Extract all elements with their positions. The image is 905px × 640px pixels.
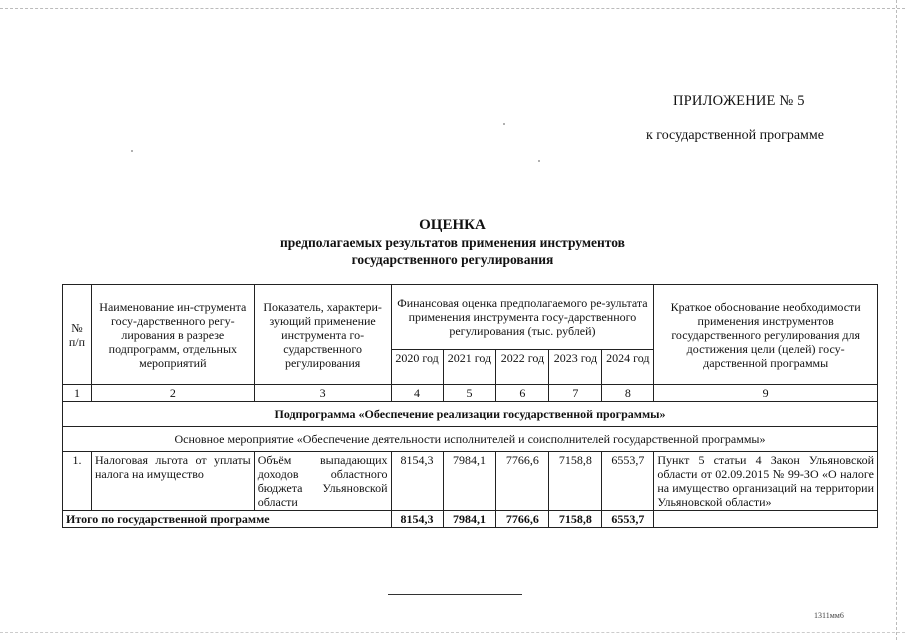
column-number: 3 <box>254 385 391 402</box>
title-line-2: государственного регулирования <box>351 252 554 267</box>
total-justification-empty <box>654 511 878 528</box>
footer-divider <box>388 594 522 595</box>
header-year: 2023 год <box>549 350 602 385</box>
scan-speck <box>538 160 540 162</box>
column-number: 7 <box>549 385 602 402</box>
column-number: 9 <box>654 385 878 402</box>
column-number: 2 <box>91 385 254 402</box>
total-row <box>63 511 878 528</box>
header-year: 2020 год <box>391 350 443 385</box>
row-value-2020: 8154,3 <box>391 452 443 511</box>
scan-edge-top <box>0 8 905 10</box>
title-main: ОЦЕНКА <box>419 217 486 233</box>
header-year: 2024 год <box>602 350 654 385</box>
row-value-2021: 7984,1 <box>443 452 496 511</box>
row-value-2022: 7766,6 <box>496 452 549 511</box>
document-stamp: 1311мм6 <box>814 611 844 620</box>
header-justification: Краткое обоснование необходимости применения инструментов государственного регулирования для достижения цели (целей) госу-дарственной программы <box>654 285 878 385</box>
row-instrument-name: Налоговая льгота от уплаты налога на имущество <box>91 452 254 511</box>
header-finance: Финансовая оценка предполагаемого ре-зультата применения инструмента госу-дарственного регулирования (тыс. рублей) <box>391 285 654 350</box>
total-label: Итого по государственной программе <box>63 511 392 528</box>
subprogram-row <box>63 402 878 427</box>
table-row <box>63 452 878 511</box>
total-value-2023: 7158,8 <box>549 511 602 528</box>
total-value-2022: 7766,6 <box>496 511 549 528</box>
total-value-2024: 6553,7 <box>602 511 654 528</box>
header-name: Наименование ин-струмента госу-дарственного регу-лирования в разрезе подпрограмм, отдельных мероприятий <box>91 285 254 385</box>
row-number: 1. <box>63 452 92 511</box>
main-activity-title: Основное мероприятие «Обеспечение деятельности исполнителей и соисполнителей государственной программы» <box>63 427 878 452</box>
subprogram-title: Подпрограмма «Обеспечение реализации государственной программы» <box>63 402 878 427</box>
row-justification: Пункт 5 статьи 4 Закон Ульяновской области от 02.09.2015 № 99-ЗО «О налоге на имущество организаций на территории Ульяновской области» <box>654 452 878 511</box>
column-number: 1 <box>63 385 92 402</box>
document-title <box>180 216 725 268</box>
scan-speck <box>503 123 505 125</box>
scan-edge-right <box>895 0 897 640</box>
header-year: 2021 год <box>443 350 496 385</box>
row-value-2024: 6553,7 <box>602 452 654 511</box>
appendix-subtitle: к государственной программе <box>646 128 824 143</box>
row-value-2023: 7158,8 <box>549 452 602 511</box>
header-year: 2022 год <box>496 350 549 385</box>
scan-speck <box>131 150 133 152</box>
scan-edge-bottom <box>0 632 905 634</box>
total-value-2021: 7984,1 <box>443 511 496 528</box>
column-number: 5 <box>443 385 496 402</box>
total-value-2020: 8154,3 <box>391 511 443 528</box>
row-indicator: Объём выпадающих доходов областного бюджета Ульяновской области <box>254 452 391 511</box>
header-indicator: Показатель, характери-зующий применение инструмента го-сударственного регулирования <box>254 285 391 385</box>
appendix-label: ПРИЛОЖЕНИЕ № 5 <box>673 93 805 109</box>
column-numbers-row <box>63 385 878 402</box>
main-activity-row <box>63 427 878 452</box>
column-number: 6 <box>496 385 549 402</box>
column-number: 4 <box>391 385 443 402</box>
column-number: 8 <box>602 385 654 402</box>
title-line-1: предполагаемых результатов применения инструментов <box>280 235 625 250</box>
assessment-table <box>62 284 878 528</box>
header-no: № п/п <box>63 285 92 385</box>
table-header-row <box>63 285 878 350</box>
